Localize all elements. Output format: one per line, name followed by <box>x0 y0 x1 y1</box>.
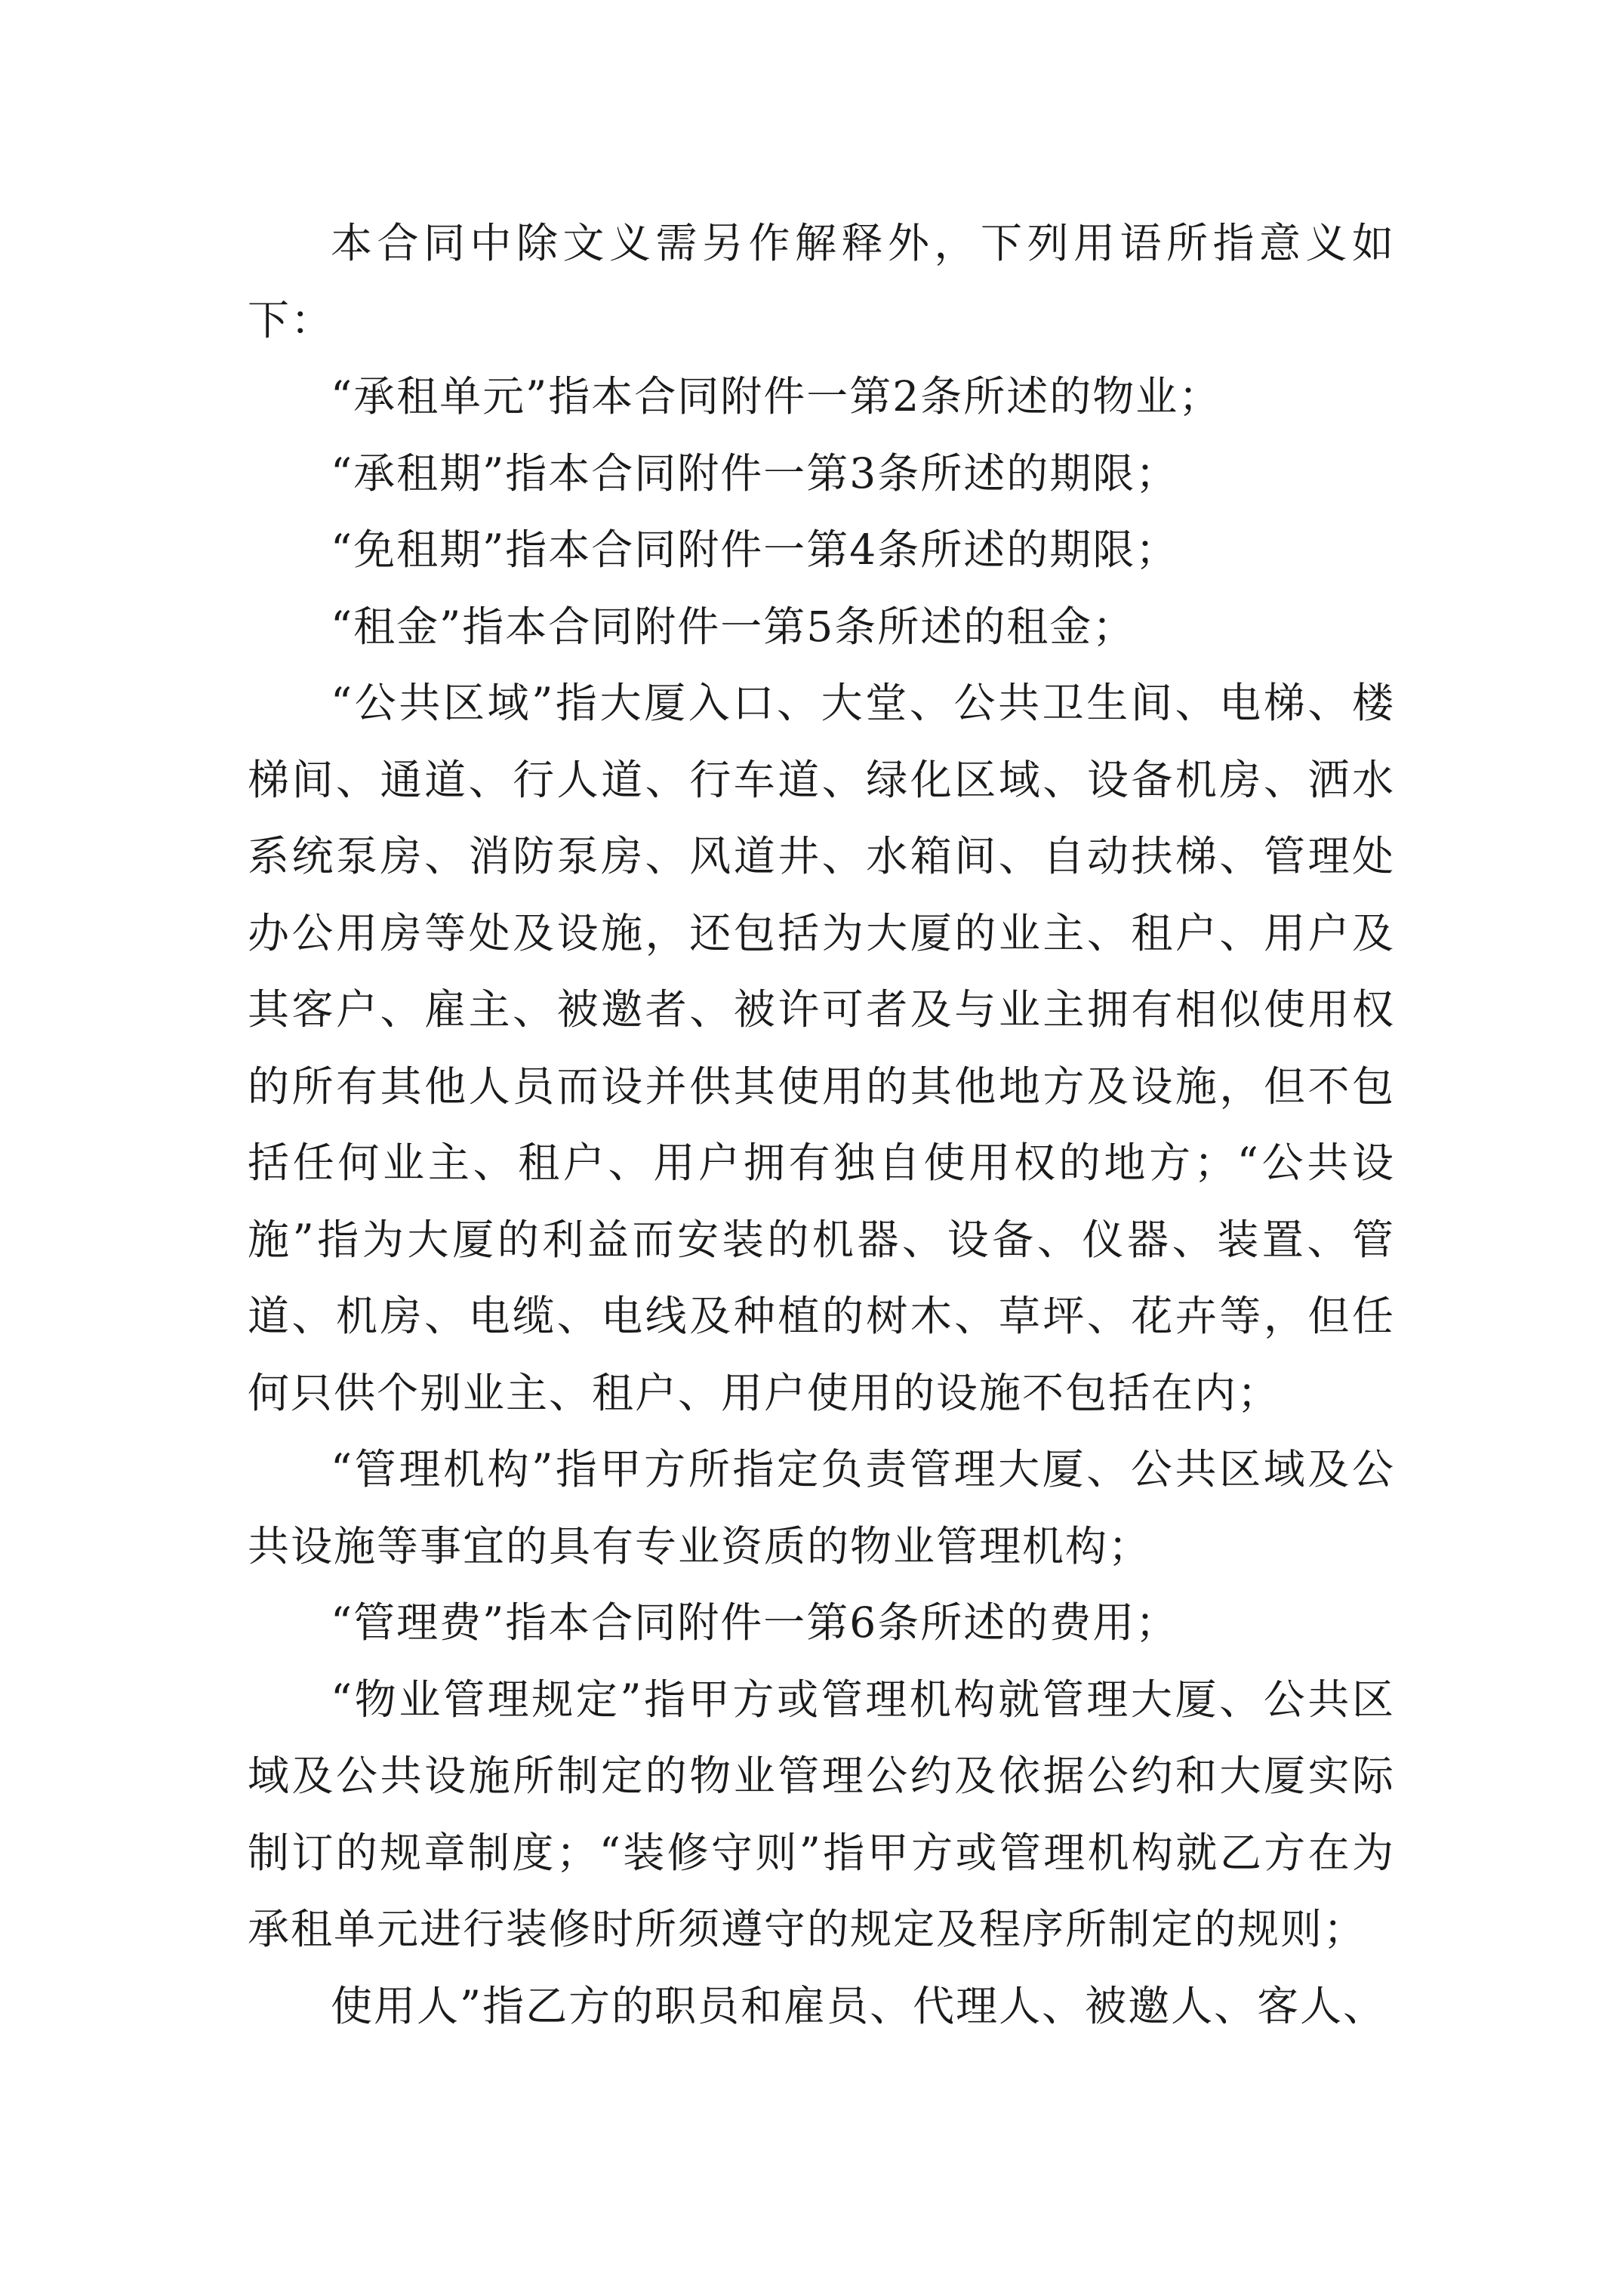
paragraph-intro: 本合同中除文义需另作解释外，下列用语所指意义如下： <box>248 219 1395 344</box>
contract-definitions <box>248 205 1395 2045</box>
paragraph-lease-term: “承租期”指本合同附件一第3条所述的期限； <box>331 448 1179 498</box>
paragraph-leased-unit: “承租单元”指本合同附件一第2条所述的物业； <box>331 372 1222 421</box>
paragraph-property-rules: “物业管理规定”指甲方或管理机构就管理大厦、公共区域及公共设施所制定的物业管理公约及依据公约和大厦实际制订的规章制度；“装修守则”指甲方或管理机构就乙方在为承租单元进行装修时所须遵守的规定及程序所制定的规则； <box>248 1675 1395 1953</box>
paragraph-rent: “租金”指本合同附件一第5条所述的租金； <box>331 602 1136 651</box>
paragraph-user: 使用人”指乙方的职员和雇员、代理人、被邀人、客人、 <box>331 1981 1387 2030</box>
paragraph-management-fee: “管理费”指本合同附件一第6条所述的费用； <box>331 1598 1179 1647</box>
paragraph-management-agency: “管理机构”指甲方所指定负责管理大厦、公共区域及公共设施等事宜的具有专业资质的物业管理机构； <box>248 1445 1395 1570</box>
paragraph-common-areas: “公共区域”指大厦入口、大堂、公共卫生间、电梯、楼梯间、通道、行人道、行车道、绿化区域、设备机房、洒水系统泵房、消防泵房、风道井、水箱间、自动扶梯、管理处办公用房等处及设施，还包括为大厦的业主、租户、用户及其客户、雇主、被邀者、被许可者及与业主拥有相似使用权的所有其他人员而设并供其使用的其他地方及设施，但不包括任何业主、租户、用户拥有独自使用权的地方；“公共设施”指为大厦的利益而安装的机器、设备、仪器、装置、管道、机房、电缆、电线及种植的树木、草坪、花卉等，但任何只供个别业主、租户、用户使用的设施不包括在内； <box>248 679 1395 1417</box>
paragraph-rent-free-period: “免租期”指本合同附件一第4条所述的期限； <box>331 525 1179 574</box>
